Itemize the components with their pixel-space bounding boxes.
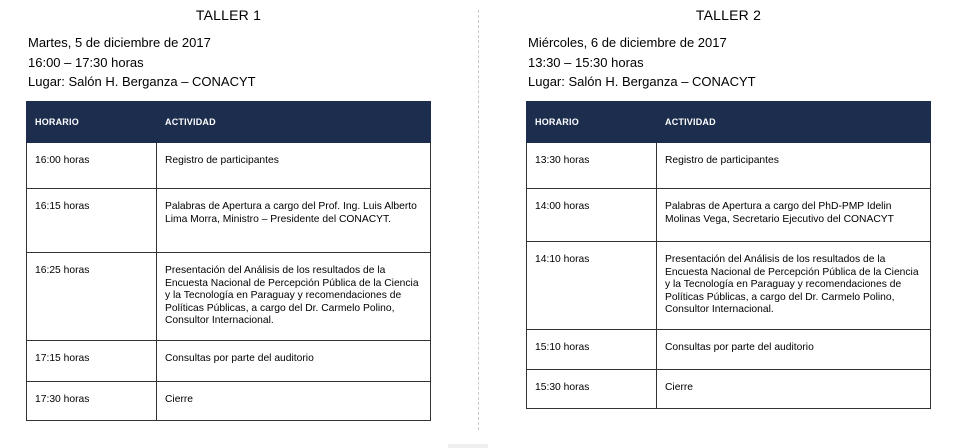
header-time: HORARIO — [527, 102, 657, 143]
table-row — [27, 189, 431, 253]
taller-1-title: TALLER 1 — [195, 7, 262, 23]
taller-1-date: Martes, 5 de diciembre de 2017 — [28, 35, 211, 50]
taller-2-hours: 13:30 – 15:30 horas — [528, 54, 644, 70]
row-time: 14:00 horas — [527, 189, 657, 242]
taller-2-info — [528, 33, 756, 92]
row-activity: Consultas por parte del auditorio — [157, 341, 431, 382]
row-time: 16:25 horas — [27, 253, 157, 341]
row-activity: Registro de participantes — [157, 143, 431, 189]
table-header-row — [527, 102, 931, 143]
row-activity: Cierre — [657, 370, 931, 409]
taller-1-schedule-table — [26, 101, 431, 421]
row-activity: Registro de participantes — [657, 143, 931, 189]
table-row — [527, 370, 931, 409]
row-activity: Palabras de Apertura a cargo del Prof. Ing. Luis Alberto Lima Morra, Ministro – Presidente del CONACYT. — [157, 189, 431, 253]
row-activity: Consultas por parte del auditorio — [657, 330, 931, 370]
table-row — [27, 253, 431, 341]
row-time: 16:15 horas — [27, 189, 157, 253]
table-row — [527, 330, 931, 370]
table-header-row — [27, 102, 431, 143]
table-row — [527, 242, 931, 330]
table-row — [27, 341, 431, 382]
bottom-edge-mark — [448, 444, 488, 448]
row-activity: Presentación del Análisis de los resultados de la Encuesta Nacional de Percepción Pública de la Ciencia y la Tecnología en Paraguay y recomendaciones de Políticas Públicas, a cargo del Dr. Carmelo Polino, Consultor Internacional. — [157, 253, 431, 341]
taller-2-schedule-table — [526, 101, 931, 409]
taller-2-place: Lugar: Salón H. Berganza – CONACYT — [528, 74, 756, 89]
table-row — [527, 143, 931, 189]
row-activity: Presentación del Análisis de los resultados de la Encuesta Nacional de Percepción Pública de la Ciencia y la Tecnología en Paraguay y recomendaciones de Políticas Públicas, a cargo del Dr. Carmelo Polino, Consultor Internacional. — [657, 242, 931, 330]
row-activity: Palabras de Apertura a cargo del PhD-PMP Idelin Molinas Vega, Secretario Ejecutivo del CONACYT — [657, 189, 931, 242]
taller-1-hours: 16:00 – 17:30 horas — [28, 54, 144, 70]
header-activity: ACTIVIDAD — [157, 102, 431, 143]
row-time: 13:30 horas — [527, 143, 657, 189]
table-row — [527, 189, 931, 242]
row-time: 17:15 horas — [27, 341, 157, 382]
row-activity: Cierre — [157, 382, 431, 421]
taller-1-place: Lugar: Salón H. Berganza – CONACYT — [28, 74, 256, 89]
taller-1-info — [28, 33, 256, 92]
column-divider — [478, 10, 479, 430]
taller-2-title: TALLER 2 — [695, 7, 762, 23]
row-time: 17:30 horas — [27, 382, 157, 421]
table-row — [27, 382, 431, 421]
taller-2-date: Miércoles, 6 de diciembre de 2017 — [528, 35, 727, 50]
row-time: 15:30 horas — [527, 370, 657, 409]
header-time: HORARIO — [27, 102, 157, 143]
row-time: 15:10 horas — [527, 330, 657, 370]
row-time: 14:10 horas — [527, 242, 657, 330]
row-time: 16:00 horas — [27, 143, 157, 189]
header-activity: ACTIVIDAD — [657, 102, 931, 143]
table-row — [27, 143, 431, 189]
